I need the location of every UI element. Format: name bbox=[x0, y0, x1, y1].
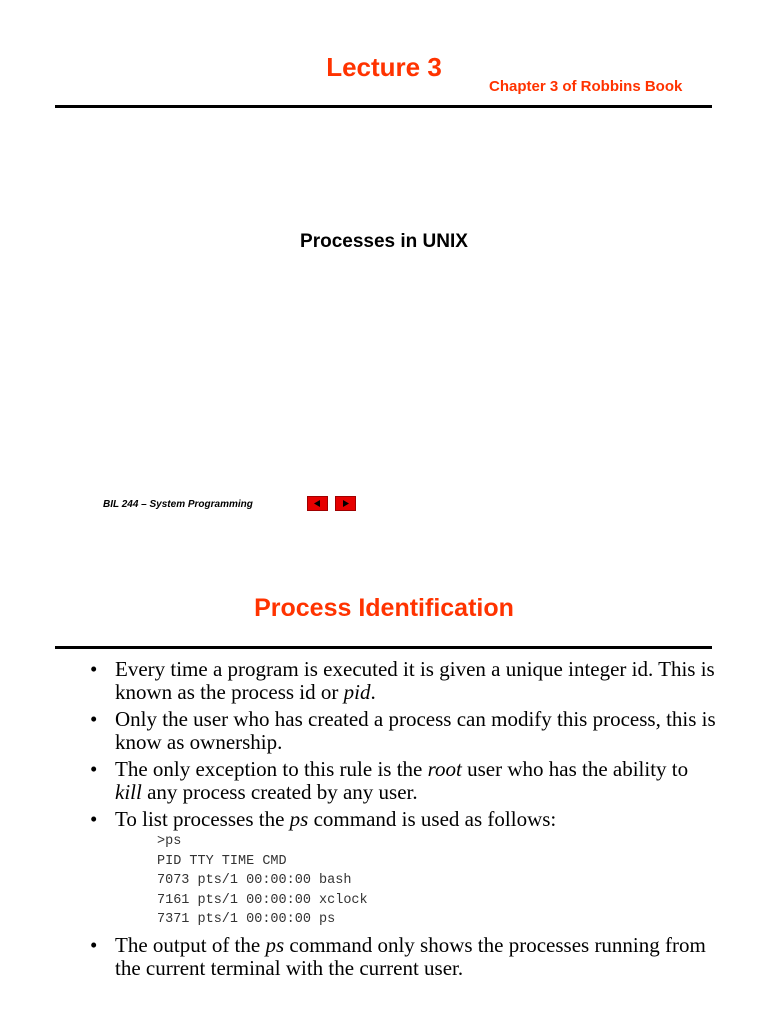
header-divider bbox=[55, 105, 712, 108]
list-item: • The only exception to this rule is the root user who has the ability to kill any process created by any user. bbox=[90, 757, 689, 804]
bullet-icon: • bbox=[90, 757, 98, 781]
triangle-left-icon bbox=[308, 497, 327, 510]
lecture-title: Lecture 3 bbox=[326, 52, 442, 82]
bullet-icon: • bbox=[90, 707, 98, 731]
course-footer: BIL 244 – System Programming bbox=[103, 499, 253, 510]
previous-slide-button[interactable] bbox=[307, 496, 328, 511]
next-slide-button[interactable] bbox=[335, 496, 356, 511]
section-divider bbox=[55, 646, 712, 649]
triangle-right-icon bbox=[336, 497, 355, 510]
slide-subtitle: Processes in UNIX bbox=[300, 231, 468, 252]
code-line: 7073 pts/1 00:00:00 bash bbox=[157, 873, 352, 888]
code-line: PID TTY TIME CMD bbox=[157, 853, 287, 869]
list-item: • Only the user who has created a process can modify this process, this is know as ownership. bbox=[90, 707, 716, 754]
list-item: • Every time a program is executed it is given a unique integer id. This is known as the process id or pid. bbox=[90, 657, 715, 704]
bullet-list bbox=[90, 658, 720, 984]
section-title: Process Identification bbox=[254, 594, 514, 622]
bullet-icon: • bbox=[90, 657, 98, 681]
code-line: 7371 pts/1 00:00:00 ps bbox=[157, 912, 336, 927]
bullet-icon: • bbox=[90, 807, 98, 831]
list-item: • The output of the ps command only shows the processes running from the current terminal with the current user. bbox=[90, 932, 706, 980]
code-line: 7161 pts/1 00:00:00 xclock bbox=[157, 892, 368, 908]
code-line: >ps bbox=[157, 834, 182, 849]
chapter-reference: Chapter 3 of Robbins Book bbox=[489, 78, 683, 95]
code-block bbox=[157, 832, 720, 930]
bullet-icon: • bbox=[90, 932, 98, 957]
list-item: • To list processes the ps command is used as follows: >ps PID TTY TIME CMD 7073 pts/1 00:00:00 bash 7161 pts/1 00:00:00 xclock 7371 pts/1 00:00:00 ps bbox=[90, 808, 720, 930]
